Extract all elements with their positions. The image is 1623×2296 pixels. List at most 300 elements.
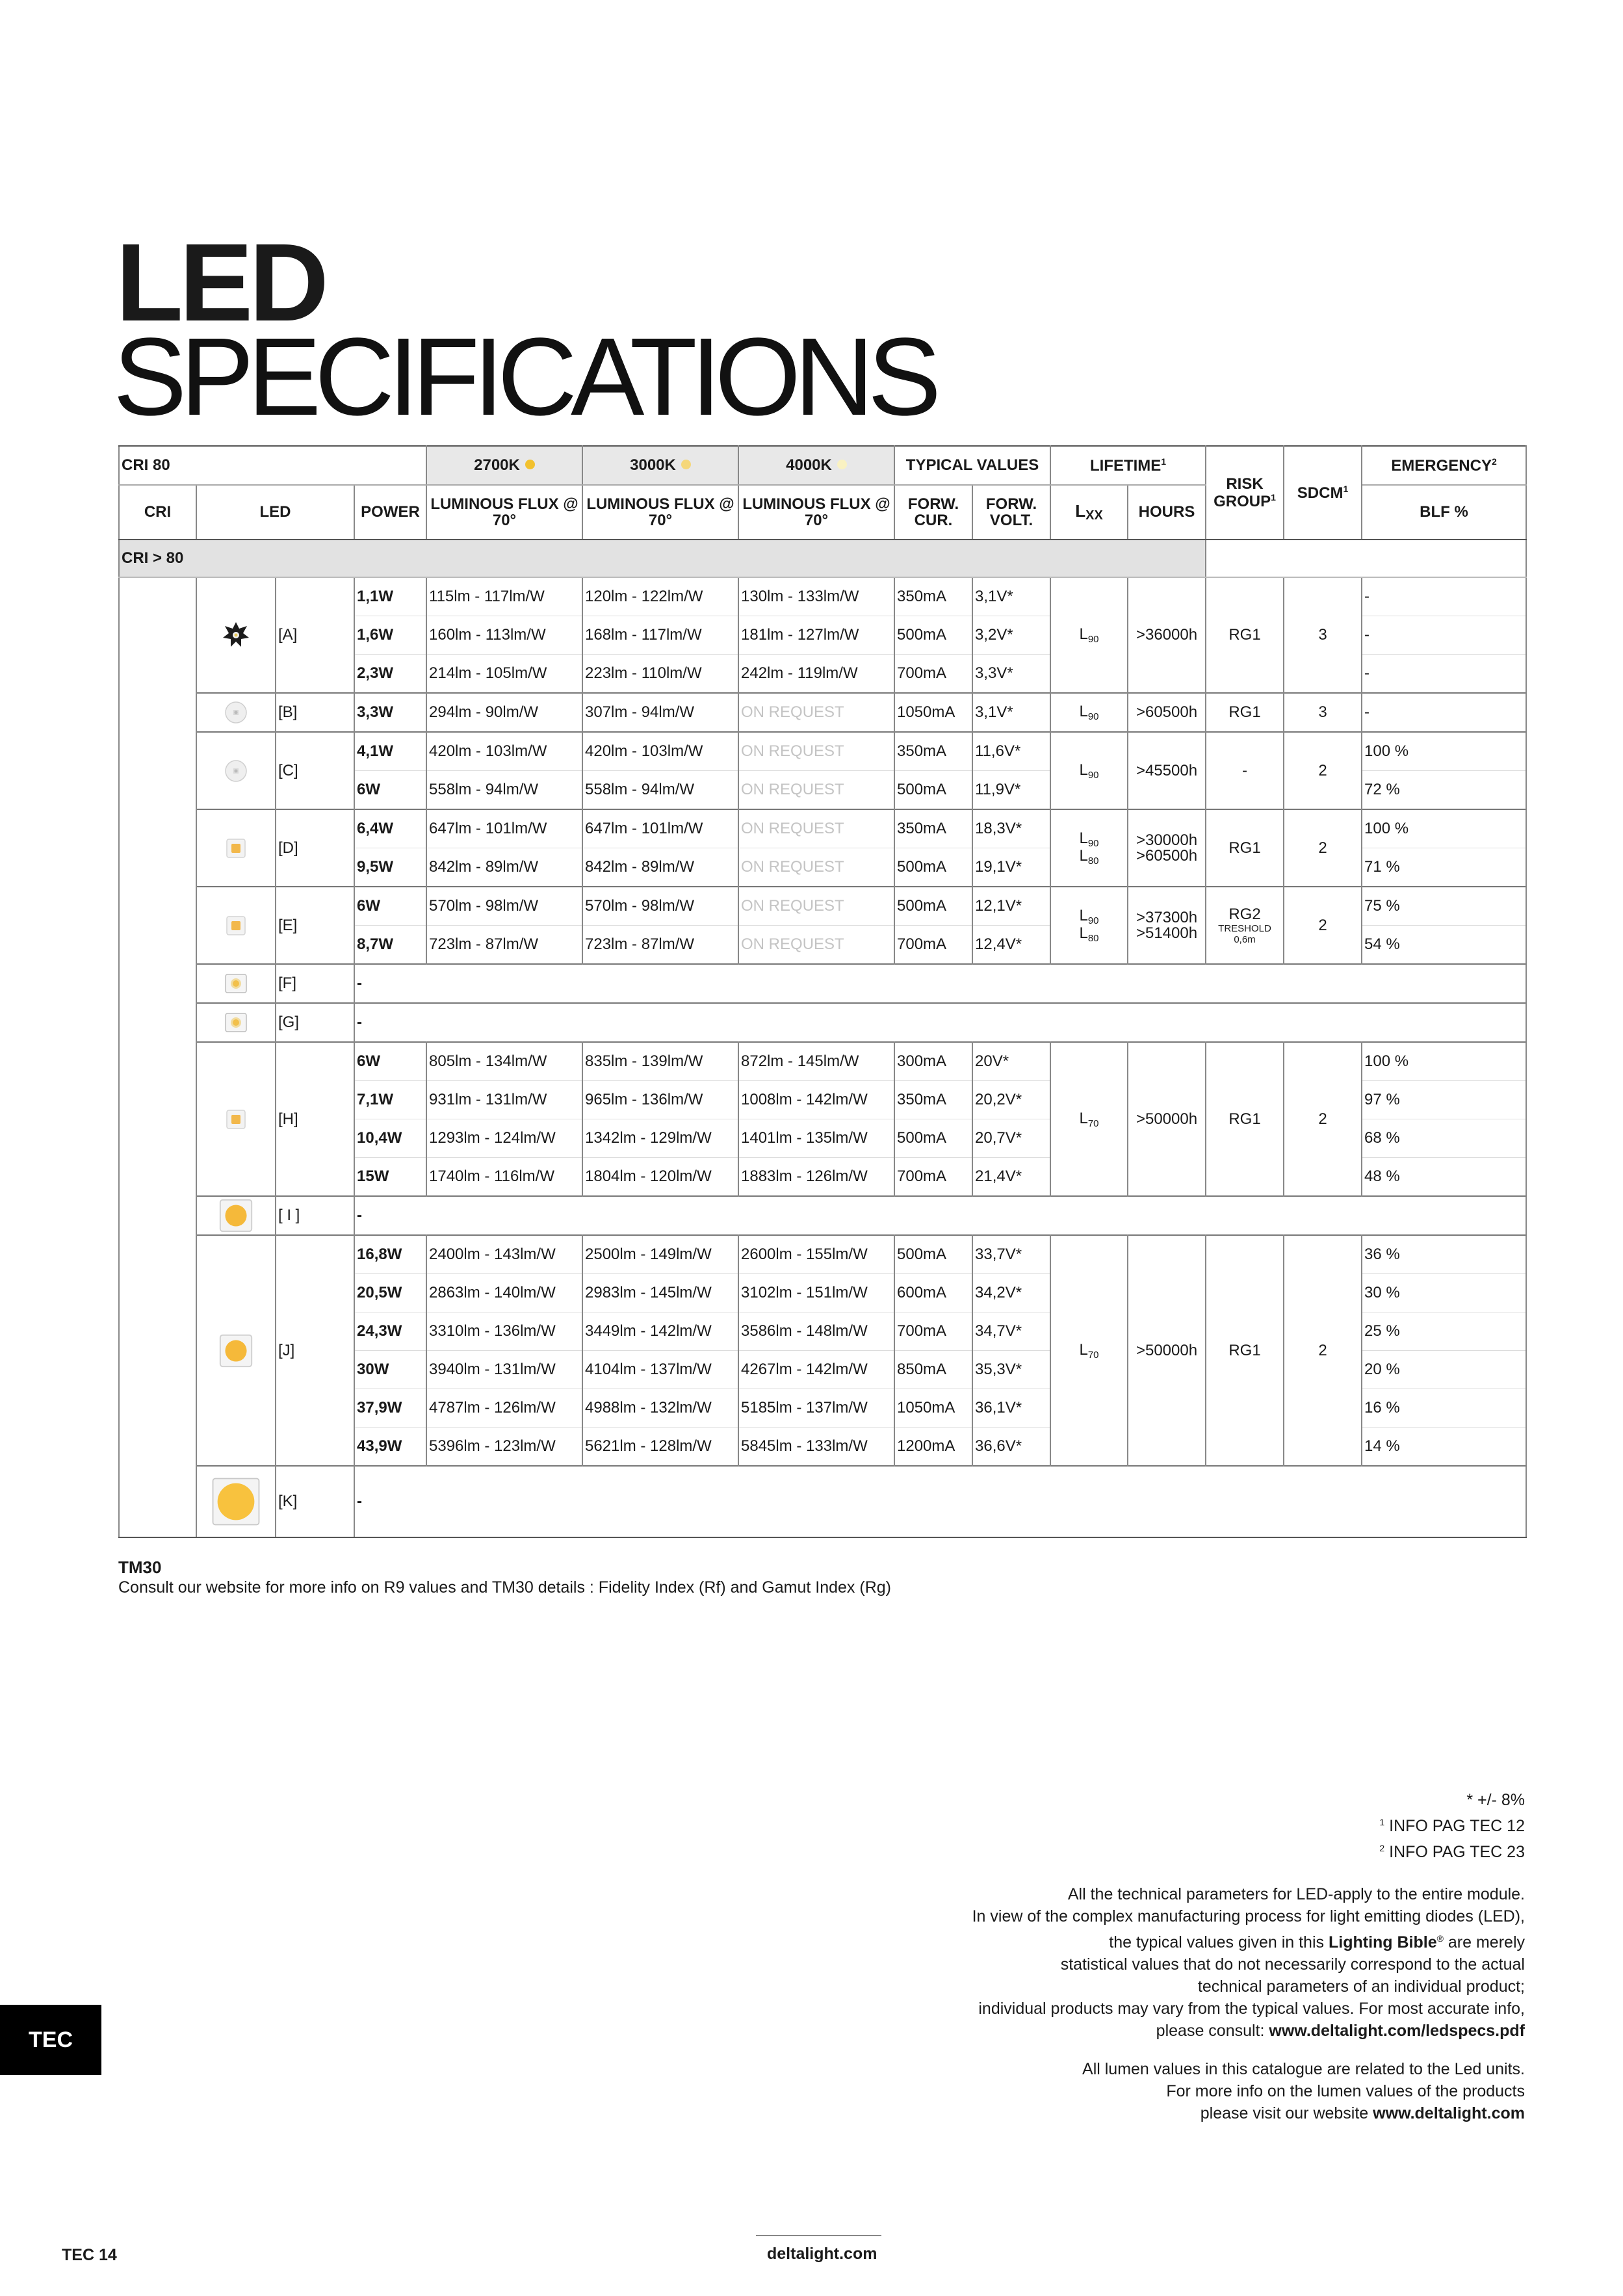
header-led: LED [196,485,354,540]
blf-cell: 100 % [1362,1042,1526,1081]
risk-value: RG1 [1228,1110,1261,1128]
flux-2700k-cell: 570lm - 98lm/W [426,887,582,926]
header-flux-3000k: LUMINOUS FLUX @ 70° [582,485,738,540]
forward-current-cell: 700mA [894,1158,972,1197]
flux-4000k-cell: 181lm - 127lm/W [738,616,894,655]
header-cri: CRI [119,485,196,540]
l-letter: L [1079,625,1088,643]
lifetime-l-cell [1050,809,1128,887]
forward-current-cell: 350mA [894,732,972,771]
square-led-icon [222,834,250,863]
header-hours: HOURS [1128,485,1206,540]
header-sdcm: SDCM$^1$ [1284,446,1362,540]
header-row-1 [119,446,1526,485]
sdcm-cell: 2 [1284,1042,1362,1196]
flux-4000k-cell: 2600lm - 155lm/W [738,1235,894,1274]
power-cell: 7,1W [354,1081,426,1119]
header-lxx: LXX [1050,485,1128,540]
tm30-text: Consult our website for more info on R9 values and TM30 details : Fidelity Index (Rf) and Gamut Index (Rg) [118,1578,891,1597]
forward-current-cell: 350mA [894,1081,972,1119]
forward-current-cell: 500mA [894,1119,972,1158]
l-subscript: 70 [1087,1117,1099,1129]
l-letter: L [1079,829,1088,847]
led-code-cell: [B] [276,693,354,732]
footer-divider [756,2235,881,2236]
flux-3000k-cell: 2500lm - 149lm/W [582,1235,738,1274]
blf-cell: 25 % [1362,1312,1526,1351]
table-row [119,1196,1526,1235]
lifetime-l-cell [1050,693,1128,732]
footer-website[interactable]: deltalight.com [767,2245,877,2263]
forward-voltage-cell: 11,6V* [972,732,1050,771]
led-image-cell [196,964,276,1003]
footnote-2: $^2$ INFO PAG TEC 23 [1379,1843,1525,1861]
sdcm-cell: 3 [1284,577,1362,693]
flux-4000k-cell: ON REQUEST [738,887,894,926]
power-cell: 16,8W [354,1235,426,1274]
risk-value: RG1 [1228,703,1261,721]
led-code-cell: [A] [276,577,354,693]
footer-page-number: TEC 14 [62,2246,117,2264]
forward-current-cell: 1050mA [894,693,972,732]
header-emergency: EMERGENCY$^2$ [1362,446,1526,485]
power-cell: 15W [354,1158,426,1197]
l-letter: L [1079,924,1088,942]
power-cell: 37,9W [354,1389,426,1428]
l-subscript: 90 [1087,634,1099,645]
table-row [119,1235,1526,1274]
blf-cell: 71 % [1362,848,1526,887]
power-cell: 1,6W [354,616,426,655]
flux-2700k-cell: 3310lm - 136lm/W [426,1312,582,1351]
power-cell: 1,1W [354,577,426,616]
sdcm-cell: 3 [1284,693,1362,732]
power-cell: 9,5W [354,848,426,887]
tm30-title: TM30 [118,1558,162,1577]
power-cell: 6,4W [354,809,426,848]
led-code-cell: [J] [276,1235,354,1466]
section-cri-above-80: CRI > 80 [119,540,1206,577]
color-dot-4000k-icon [837,460,847,469]
risk-value: RG1 [1228,1341,1261,1359]
l-value [1079,761,1098,779]
risk-group-cell [1206,1042,1284,1196]
l-value [1079,907,1098,924]
power-cell: 4,1W [354,732,426,771]
flux-4000k-cell: 1401lm - 135lm/W [738,1119,894,1158]
led-image-cell [196,693,276,732]
flux-2700k-cell: 805lm - 134lm/W [426,1042,582,1081]
blf-cell: - [1362,655,1526,694]
blf-cell: 48 % [1362,1158,1526,1197]
flux-2700k-cell: 2863lm - 140lm/W [426,1274,582,1312]
forward-voltage-cell: 3,3V* [972,655,1050,694]
l-value [1079,703,1098,720]
lifetime-l-cell [1050,1235,1128,1466]
flux-4000k-cell: ON REQUEST [738,926,894,965]
forward-voltage-cell: 20,2V* [972,1081,1050,1119]
l-subscript: 70 [1087,1349,1099,1361]
footnote-1: $^1$ INFO PAG TEC 12 [1379,1817,1525,1835]
no-data-cell: - [354,964,1526,1003]
flux-2700k-cell: 214lm - 105lm/W [426,655,582,694]
led-image-cell [196,732,276,809]
blf-cell: 16 % [1362,1389,1526,1428]
led-code-cell: [H] [276,1042,354,1196]
forward-current-cell: 850mA [894,1351,972,1389]
flux-2700k-cell: 647lm - 101lm/W [426,809,582,848]
forward-current-cell: 500mA [894,887,972,926]
hours-value: >36000h [1136,626,1198,644]
flux-4000k-cell: 1008lm - 142lm/W [738,1081,894,1119]
flux-2700k-cell: 1293lm - 124lm/W [426,1119,582,1158]
blf-cell: 14 % [1362,1428,1526,1467]
lifetime-l-cell [1050,732,1128,809]
flux-3000k-cell: 307lm - 94lm/W [582,693,738,732]
forward-voltage-cell: 3,2V* [972,616,1050,655]
table-row [119,809,1526,848]
header-flux-2700k: LUMINOUS FLUX @ 70° [426,485,582,540]
forward-current-cell: 350mA [894,577,972,616]
star-pcb-icon [222,621,250,649]
forward-voltage-cell: 18,3V* [972,809,1050,848]
header-blf: BLF % [1362,485,1526,540]
forward-current-cell: 700mA [894,655,972,694]
sdcm-cell: 2 [1284,887,1362,964]
forward-current-cell: 1050mA [894,1389,972,1428]
lifetime-hours-cell [1128,1235,1206,1466]
flux-3000k-cell: 2983lm - 145lm/W [582,1274,738,1312]
hours-value-2: >51400h [1136,924,1198,942]
forward-current-cell: 350mA [894,809,972,848]
lifetime-hours-cell [1128,577,1206,693]
led-image-cell [196,1042,276,1196]
table-row [119,1042,1526,1081]
header-3000k: 3000K [582,446,738,485]
power-cell: 10,4W [354,1119,426,1158]
l-letter: L [1079,906,1088,924]
flux-4000k-cell: 130lm - 133lm/W [738,577,894,616]
sdcm-cell: 2 [1284,732,1362,809]
led-image-cell [196,809,276,887]
risk-note: TRESHOLD 0,6m [1218,923,1271,945]
forward-current-cell: 500mA [894,848,972,887]
risk-value: RG1 [1228,626,1261,644]
square-led-icon [222,1105,250,1134]
no-data-cell: - [354,1003,1526,1042]
header-4000k: 4000K [738,446,894,485]
blf-cell: 20 % [1362,1351,1526,1389]
forward-current-cell: 500mA [894,771,972,810]
flux-4000k-cell: 5185lm - 137lm/W [738,1389,894,1428]
blf-cell: 36 % [1362,1235,1526,1274]
power-cell: 6W [354,771,426,810]
flux-4000k-cell: 242lm - 119lm/W [738,655,894,694]
lifetime-hours-cell [1128,887,1206,964]
header-risk-group: RISK GROUP$^1$ [1206,446,1284,540]
page-title-light: SPECIFICATIONS [113,315,935,439]
forward-voltage-cell: 35,3V* [972,1351,1050,1389]
color-dot-3000k-icon [681,460,691,469]
flux-3000k-cell: 965lm - 136lm/W [582,1081,738,1119]
l-subscript: 80 [1087,855,1099,867]
l-letter: L [1079,761,1088,779]
tec-side-tab: TEC [0,2005,101,2075]
risk-group-cell [1206,693,1284,732]
risk-group-cell [1206,732,1284,809]
flux-3000k-cell: 1804lm - 120lm/W [582,1158,738,1197]
forward-voltage-cell: 36,1V* [972,1389,1050,1428]
flux-4000k-cell: 3102lm - 151lm/W [738,1274,894,1312]
page-title-bold: LED [116,221,325,345]
flux-4000k-cell: ON REQUEST [738,693,894,732]
power-cell: 20,5W [354,1274,426,1312]
blf-cell: 54 % [1362,926,1526,965]
led-image-cell [196,1196,276,1235]
blf-cell: 75 % [1362,887,1526,926]
flux-2700k-cell: 2400lm - 143lm/W [426,1235,582,1274]
cob-led-icon [218,1197,254,1234]
l-subscript: 90 [1087,711,1099,722]
led-code-cell: [G] [276,1003,354,1042]
power-cell: 8,7W [354,926,426,965]
forward-voltage-cell: 19,1V* [972,848,1050,887]
led-spec-table [118,445,1527,1538]
flux-2700k-cell: 294lm - 90lm/W [426,693,582,732]
l-value [1079,625,1098,643]
section-blank [1206,540,1526,577]
hours-value: >60500h [1136,703,1198,721]
led-code-cell: [K] [276,1466,354,1537]
forward-voltage-cell: 33,7V* [972,1235,1050,1274]
forward-voltage-cell: 20,7V* [972,1119,1050,1158]
flux-3000k-cell: 647lm - 101lm/W [582,809,738,848]
flux-2700k-cell: 558lm - 94lm/W [426,771,582,810]
hours-value: >37300h [1136,908,1198,926]
footnotes [1379,1789,1525,1863]
forward-current-cell: 500mA [894,1235,972,1274]
flux-2700k-cell: 931lm - 131lm/W [426,1081,582,1119]
hours-value: >50000h [1136,1110,1198,1128]
forward-voltage-cell: 34,7V* [972,1312,1050,1351]
blf-cell: 30 % [1362,1274,1526,1312]
header-cri-80: CRI 80 [119,446,426,485]
flux-4000k-cell: 3586lm - 148lm/W [738,1312,894,1351]
flux-3000k-cell: 120lm - 122lm/W [582,577,738,616]
table-row [119,693,1526,732]
website-link[interactable]: www.deltalight.com [1373,2104,1525,2122]
sdcm-cell: 2 [1284,1235,1362,1466]
no-data-cell: - [354,1196,1526,1235]
forward-voltage-cell: 12,1V* [972,887,1050,926]
chip-led-icon [222,969,250,998]
l-letter: L [1079,1340,1088,1359]
forward-voltage-cell: 12,4V* [972,926,1050,965]
flux-3000k-cell: 558lm - 94lm/W [582,771,738,810]
flux-4000k-cell: 5845lm - 133lm/W [738,1428,894,1467]
l-letter: L [1079,846,1088,865]
forward-current-cell: 700mA [894,926,972,965]
flux-3000k-cell: 168lm - 117lm/W [582,616,738,655]
footnote-tolerance: * +/- 8% [1466,1791,1525,1809]
lifetime-l-cell [1050,577,1128,693]
lifetime-hours-cell [1128,809,1206,887]
power-cell: 6W [354,1042,426,1081]
ledspecs-link[interactable]: www.deltalight.com/ledspecs.pdf [1269,2022,1525,2040]
header-power: POWER [354,485,426,540]
lifetime-l-cell [1050,1042,1128,1196]
risk-group-cell [1206,1235,1284,1466]
forward-current-cell: 1200mA [894,1428,972,1467]
flux-3000k-cell: 223lm - 110lm/W [582,655,738,694]
l-value-2 [1079,924,1098,942]
flux-3000k-cell: 570lm - 98lm/W [582,887,738,926]
l-value [1079,829,1098,847]
led-code-cell: [E] [276,887,354,964]
forward-current-cell: 600mA [894,1274,972,1312]
flux-4000k-cell: ON REQUEST [738,771,894,810]
flux-3000k-cell: 842lm - 89lm/W [582,848,738,887]
header-forward-current: FORW. CUR. [894,485,972,540]
table-body [119,540,1526,1537]
flux-2700k-cell: 420lm - 103lm/W [426,732,582,771]
flux-3000k-cell: 835lm - 139lm/W [582,1042,738,1081]
risk-value: RG1 [1228,839,1261,857]
flux-2700k-cell: 723lm - 87lm/W [426,926,582,965]
lumen-info-paragraph: All lumen values in this catalogue are related to the Led units. For more info on the lumen values of the products please visit our website www.deltalight.com [1082,2060,1525,2122]
forward-voltage-cell: 11,9V* [972,771,1050,810]
flux-2700k-cell: 115lm - 117lm/W [426,577,582,616]
flux-2700k-cell: 4787lm - 126lm/W [426,1389,582,1428]
flux-3000k-cell: 4104lm - 137lm/W [582,1351,738,1389]
flux-2700k-cell: 3940lm - 131lm/W [426,1351,582,1389]
l-subscript: 90 [1087,915,1099,926]
cob-led-large-icon [211,1476,261,1527]
chip-led-icon [222,1008,250,1037]
forward-current-cell: 500mA [894,616,972,655]
lifetime-l-cell [1050,887,1128,964]
flux-2700k-cell: 160lm - 113lm/W [426,616,582,655]
l-subscript: 90 [1087,769,1099,781]
risk-group-cell [1206,887,1284,964]
header-flux-4000k: LUMINOUS FLUX @ 70° [738,485,894,540]
lifetime-hours-cell [1128,693,1206,732]
l-subscript: 80 [1087,932,1099,944]
blf-cell: 97 % [1362,1081,1526,1119]
cri-group-cell [119,577,196,1537]
flux-3000k-cell: 4988lm - 132lm/W [582,1389,738,1428]
hours-value: >45500h [1136,761,1198,779]
forward-voltage-cell: 21,4V* [972,1158,1050,1197]
l-value [1079,1341,1098,1359]
hours-value-2: >60500h [1136,846,1198,865]
flux-2700k-cell: 1740lm - 116lm/W [426,1158,582,1197]
header-2700k: 2700K [426,446,582,485]
table-row [119,964,1526,1003]
l-value-2 [1079,847,1098,865]
header-lifetime: LIFETIME$^1$ [1050,446,1206,485]
header-forward-voltage: FORW. VOLT. [972,485,1050,540]
blf-cell: 100 % [1362,732,1526,771]
led-image-cell [196,1235,276,1466]
table-row [119,577,1526,616]
blf-cell: 68 % [1362,1119,1526,1158]
blf-cell: - [1362,693,1526,732]
led-image-cell [196,577,276,693]
flux-4000k-cell: ON REQUEST [738,809,894,848]
led-image-cell [196,1466,276,1537]
sdcm-cell: 2 [1284,809,1362,887]
hours-value: >50000h [1136,1341,1198,1359]
forward-voltage-cell: 34,2V* [972,1274,1050,1312]
flux-3000k-cell: 3449lm - 142lm/W [582,1312,738,1351]
table-row [119,732,1526,771]
round-pcb-icon [222,757,250,785]
disclaimer-paragraph: All the technical parameters for LED-apply to the entire module. In view of the complex manufacturing process for light emitting diodes (LED), the typical values given in this Lighting Bible® are merely statistical values that do not necessarily correspond to the actual technical parameters of an individual product; individual products may vary from the typical values. For most accurate info, please consult: www.deltalight.com/ledspecs.pdf [972,1885,1525,2040]
l-subscript: 90 [1087,837,1099,849]
forward-voltage-cell: 36,6V* [972,1428,1050,1467]
flux-2700k-cell: 5396lm - 123lm/W [426,1428,582,1467]
flux-4000k-cell: ON REQUEST [738,732,894,771]
risk-group-cell [1206,577,1284,693]
blf-cell: 100 % [1362,809,1526,848]
table-row [119,887,1526,926]
forward-voltage-cell: 3,1V* [972,577,1050,616]
flux-3000k-cell: 420lm - 103lm/W [582,732,738,771]
led-code-cell: [C] [276,732,354,809]
table-row [119,1466,1526,1537]
flux-4000k-cell: ON REQUEST [738,848,894,887]
flux-4000k-cell: 872lm - 145lm/W [738,1042,894,1081]
round-pcb-icon [222,698,250,727]
l-letter: L [1079,703,1088,720]
flux-3000k-cell: 1342lm - 129lm/W [582,1119,738,1158]
forward-current-cell: 700mA [894,1312,972,1351]
flux-4000k-cell: 4267lm - 142lm/W [738,1351,894,1389]
led-image-cell [196,887,276,964]
l-value [1079,1110,1098,1127]
header-typical-values: TYPICAL VALUES [894,446,1050,485]
table-row [119,1003,1526,1042]
forward-voltage-cell: 3,1V* [972,693,1050,732]
color-dot-2700k-icon [525,460,535,469]
blf-cell: 72 % [1362,771,1526,810]
forward-current-cell: 300mA [894,1042,972,1081]
blf-cell: - [1362,577,1526,616]
led-code-cell: [ I ] [276,1196,354,1235]
risk-group-cell [1206,809,1284,887]
flux-4000k-cell: 1883lm - 126lm/W [738,1158,894,1197]
l-letter: L [1079,1109,1088,1127]
hours-value: >30000h [1136,831,1198,849]
power-cell: 30W [354,1351,426,1389]
power-cell: 2,3W [354,655,426,694]
lifetime-hours-cell [1128,1042,1206,1196]
flux-2700k-cell: 842lm - 89lm/W [426,848,582,887]
no-data-cell: - [354,1466,1526,1537]
section-row [119,540,1526,577]
power-cell: 3,3W [354,693,426,732]
flux-3000k-cell: 723lm - 87lm/W [582,926,738,965]
forward-voltage-cell: 20V* [972,1042,1050,1081]
led-code-cell: [D] [276,809,354,887]
lifetime-hours-cell [1128,732,1206,809]
square-led-icon [222,911,250,940]
flux-3000k-cell: 5621lm - 128lm/W [582,1428,738,1467]
power-cell: 24,3W [354,1312,426,1351]
cob-led-icon [218,1333,254,1369]
power-cell: 6W [354,887,426,926]
